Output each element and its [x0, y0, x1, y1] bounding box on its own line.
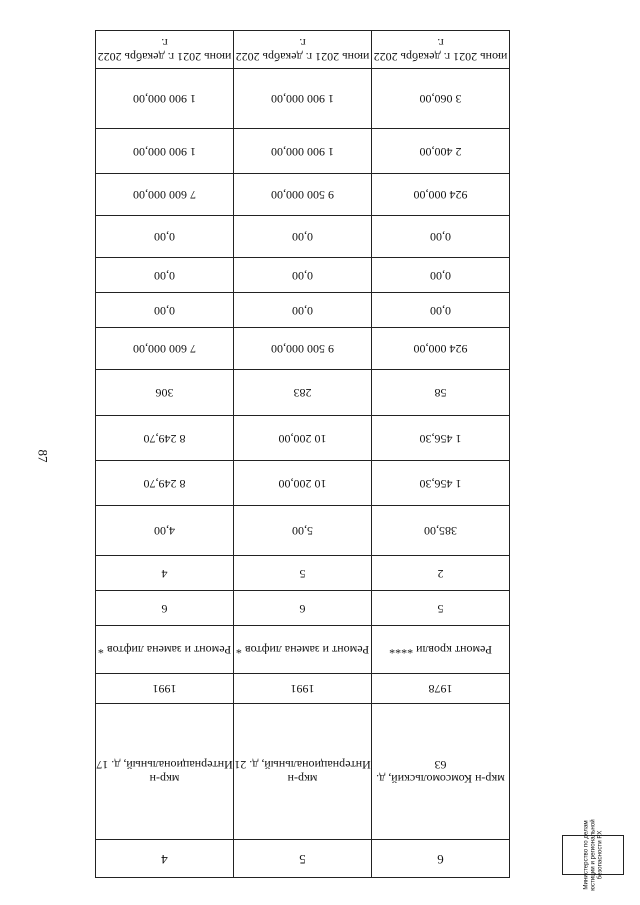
cell-cost-total: 7 600 000,00: [133, 342, 196, 357]
cell-residents: 306: [155, 386, 174, 401]
table-cell: [96, 328, 234, 370]
cell-living-area: 8 249,70: [143, 431, 186, 446]
cell-entrances: 5: [299, 566, 306, 581]
table-cell: [96, 416, 234, 461]
row-number: [96, 840, 510, 878]
table-cell: [234, 506, 372, 556]
table-cell: [234, 674, 372, 704]
table-cell: [96, 840, 234, 878]
cell-year: 1991: [290, 682, 315, 697]
table-cell: [96, 626, 234, 674]
table-cell: [234, 840, 372, 878]
cell-fund-2: 0,00: [292, 268, 313, 283]
cell-period: июнь 2021 г. декабрь 2022 г.: [373, 36, 508, 65]
cell-residents: 283: [293, 386, 312, 401]
row-address: [96, 704, 510, 840]
stamp-line-2: юстиции и региональной: [589, 819, 597, 891]
cell-fund-3: 0,00: [292, 230, 313, 245]
row-fund-4: [96, 174, 510, 216]
row-cost-total: [96, 328, 510, 370]
cell-cost-total: 924 000,00: [413, 342, 468, 357]
row-entrances: [96, 556, 510, 591]
table-cell: [96, 461, 234, 506]
cell-living-area: 1 456,30: [419, 431, 462, 446]
cell-unit-cost: 1 900 000,00: [271, 144, 334, 159]
row-work: [96, 626, 510, 674]
table-cell: [96, 556, 234, 591]
cell-fund-1: 0,00: [430, 303, 451, 318]
table-cell: [96, 704, 234, 840]
cell-fund-1: 0,00: [292, 303, 313, 318]
cell-number: 4: [161, 851, 168, 867]
table-cell: [234, 174, 372, 216]
cell-fund-2: 0,00: [154, 268, 175, 283]
table-cell: [372, 674, 510, 704]
row-residents: [96, 370, 510, 416]
table-cell: [234, 328, 372, 370]
table-cell: [234, 626, 372, 674]
table-cell: [372, 591, 510, 626]
cell-living-area: 10 200,00: [278, 431, 327, 446]
cell-fund-2: 0,00: [430, 268, 451, 283]
row-year: [96, 674, 510, 704]
cell-period: июнь 2021 г. декабрь 2022 г.: [97, 36, 232, 65]
table-cell: [96, 258, 234, 293]
table-cell: [234, 129, 372, 174]
table-cell: [96, 674, 234, 704]
cell-entrances: 4: [161, 566, 168, 581]
page-number: 87: [35, 449, 51, 463]
row-fund-2: [96, 258, 510, 293]
table-cell: [234, 69, 372, 129]
table-cell: [372, 840, 510, 878]
cell-fund-4: 7 600 000,00: [133, 188, 196, 203]
table-cell: [234, 258, 372, 293]
table-cell: [96, 216, 234, 258]
cell-entrances: 2: [437, 566, 444, 581]
table-cell: [234, 416, 372, 461]
row-period: [96, 31, 510, 69]
cell-fund-4: 924 000,00: [413, 188, 468, 203]
cell-floors: 6: [299, 601, 306, 616]
cell-address: мкр-н Комсомольский, д. 63: [376, 758, 505, 787]
cell-floors: 6: [161, 601, 168, 616]
table-cell: [372, 461, 510, 506]
table-cell: [234, 216, 372, 258]
table-cell: [96, 31, 234, 69]
cell-area: 385,00: [424, 524, 457, 539]
cell-limit-cost: 1 900 000,00: [271, 92, 334, 107]
cell-limit-cost: 1 900 000,00: [133, 92, 196, 107]
table-cell: [372, 416, 510, 461]
cell-work: Ремонт и замена лифтов *: [235, 643, 370, 658]
table-cell: [96, 129, 234, 174]
table-cell: [96, 293, 234, 328]
table-cell: [372, 626, 510, 674]
table-cell: [372, 31, 510, 69]
table-cell: [372, 556, 510, 591]
repair-table: [95, 30, 510, 878]
stamp-line-3: безопасности РХ: [596, 830, 604, 880]
table-cell: [96, 370, 234, 416]
table-cell: [234, 556, 372, 591]
table-cell: [96, 174, 234, 216]
table-cell: [372, 258, 510, 293]
row-fund-1: [96, 293, 510, 328]
cell-unit-cost: 2 400,00: [419, 144, 462, 159]
cell-number: 6: [437, 851, 444, 867]
cell-fund-3: 0,00: [430, 230, 451, 245]
table-cell: [372, 216, 510, 258]
cell-address: мкр-н Интернациональный, д. 21: [234, 758, 371, 787]
cell-residents: 58: [434, 386, 447, 401]
table-cell: [234, 591, 372, 626]
table-cell: [372, 704, 510, 840]
table-cell: [372, 69, 510, 129]
cell-total-area: 8 249,70: [143, 476, 186, 491]
ministry-stamp: [562, 819, 624, 891]
table-cell: [372, 370, 510, 416]
cell-area: 4,00: [154, 524, 175, 539]
cell-work: Ремонт кровли ****: [389, 643, 492, 658]
cell-area: 5,00: [292, 524, 313, 539]
cell-year: 1978: [428, 682, 453, 697]
table-cell: [234, 461, 372, 506]
cell-floors: 5: [437, 601, 444, 616]
cell-address: мкр-н Интернациональный, д. 17: [96, 758, 233, 787]
cell-fund-3: 0,00: [154, 230, 175, 245]
table-cell: [234, 370, 372, 416]
stamp-line-1: Министерство по делам: [582, 820, 590, 890]
table-cell: [96, 69, 234, 129]
cell-fund-4: 9 500 000,00: [271, 188, 334, 203]
table-cell: [234, 293, 372, 328]
cell-unit-cost: 1 900 000,00: [133, 144, 196, 159]
cell-total-area: 1 456,30: [419, 476, 462, 491]
table-cell: [372, 174, 510, 216]
table-cell: [372, 293, 510, 328]
table-cell: [234, 704, 372, 840]
row-floors: [96, 591, 510, 626]
table-cell: [372, 506, 510, 556]
row-total-area: [96, 461, 510, 506]
table-cell: [96, 506, 234, 556]
cell-fund-1: 0,00: [154, 303, 175, 318]
cell-limit-cost: 3 060,00: [419, 92, 462, 107]
cell-number: 5: [299, 851, 306, 867]
table-cell: [96, 591, 234, 626]
row-area: [96, 506, 510, 556]
row-unit-cost: [96, 129, 510, 174]
cell-year: 1991: [152, 682, 177, 697]
cell-work: Ремонт и замена лифтов *: [97, 643, 232, 658]
table-cell: [372, 129, 510, 174]
cell-period: июнь 2021 г. декабрь 2022 г.: [235, 36, 370, 65]
row-living-area: [96, 416, 510, 461]
row-limit-cost: [96, 69, 510, 129]
table-cell: [234, 31, 372, 69]
cell-cost-total: 9 500 000,00: [271, 342, 334, 357]
cell-total-area: 10 200,00: [278, 476, 327, 491]
row-fund-3: [96, 216, 510, 258]
stamp-text: [582, 818, 603, 892]
table-cell: [372, 328, 510, 370]
